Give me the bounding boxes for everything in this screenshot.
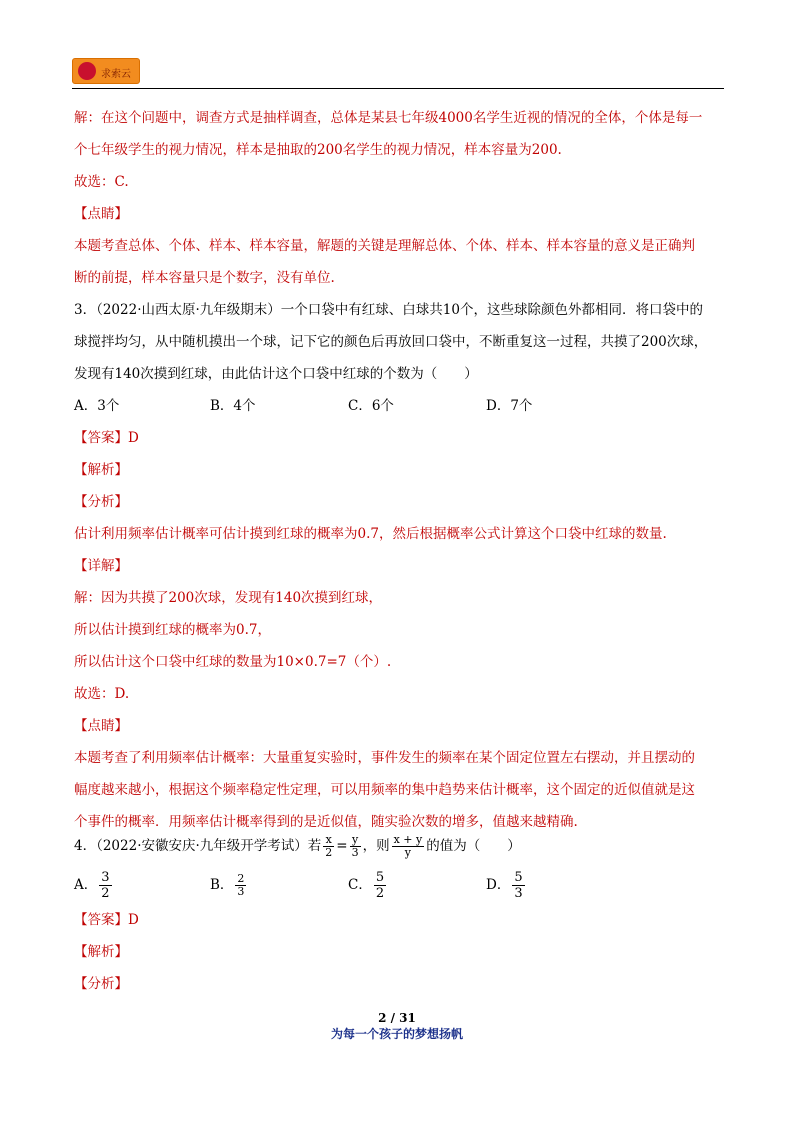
denominator: 2 xyxy=(101,886,110,901)
comment-text: 断的前提，样本容量只是个数字，没有单位. xyxy=(74,270,335,286)
fraction xyxy=(323,834,334,859)
solution-text: 个七年级学生的视力情况，样本是抽取的200名学生的视力情况，样本容量为200. xyxy=(74,142,562,158)
fraction xyxy=(512,870,524,901)
question-4-mid: ，则 xyxy=(362,838,390,854)
section-label: 【解析】 xyxy=(74,462,128,478)
option-c: C．6个 xyxy=(348,398,394,414)
footer-slogan: 为每一个孩子的梦想扬帆 xyxy=(330,1027,463,1041)
denominator: 2 xyxy=(325,846,333,859)
section-label: 【解析】 xyxy=(74,944,128,960)
question-4-prefix: 4．（2022·安徽安庆·九年级开学考试）若 xyxy=(74,838,322,854)
denominator: y xyxy=(404,846,412,859)
denominator: 3 xyxy=(237,885,245,898)
section-label: 【点睛】 xyxy=(74,206,128,222)
page-header xyxy=(72,56,724,90)
numerator: 2 xyxy=(237,872,245,885)
analysis-text: 估计利用频率估计概率可估计摸到红球的概率为0.7，然后根据概率公式计算这个口袋中红球的数量. xyxy=(74,526,667,542)
numerator: x xyxy=(323,834,334,847)
question-4-suffix: 的值为（ ） xyxy=(426,838,521,854)
fraction xyxy=(350,834,361,859)
option-label: A． xyxy=(74,877,98,893)
option-label: B． xyxy=(210,877,234,893)
fraction xyxy=(392,834,425,859)
numerator: x + y xyxy=(393,833,423,846)
numerator: 5 xyxy=(375,870,385,885)
question-3-text: 3．（2022·山西太原·九年级期末）一个口袋中有红球、白球共10个，这些球除颜色外都相同．将口袋中的 xyxy=(74,302,703,318)
comment-text: 个事件的概率．用频率估计概率得到的是近似值，随实验次数的增多，值越来越精确. xyxy=(74,814,578,830)
question-3-text: 球搅拌均匀，从中随机摸出一个球，记下它的颜色后再放回口袋中，不断重复这一过程，共摸了200次球， xyxy=(74,334,708,350)
comment-text: 幅度越来越小，根据这个频率稳定性定理，可以用频率的集中趋势来估计概率，这个固定的近似值就是这 xyxy=(74,782,695,798)
option-d: D．7个 xyxy=(486,398,533,414)
numerator: y xyxy=(350,834,361,847)
denominator: 2 xyxy=(375,886,385,901)
question-4-text xyxy=(74,832,521,860)
section-label: 【详解】 xyxy=(74,558,128,574)
option-b: B．4个 xyxy=(210,398,256,414)
denominator: 3 xyxy=(514,886,523,901)
solution-text: 所以估计这个口袋中红球的数量为10×0.7=7（个）. xyxy=(74,654,392,670)
fraction xyxy=(99,870,111,901)
answer-choice: 故选：D. xyxy=(74,686,130,702)
question-3-text: 发现有140次摸到红球，由此估计这个口袋中红球的个数为（ ） xyxy=(74,366,478,382)
section-label: 【点睛】 xyxy=(74,718,128,734)
logo-text: 求索云 xyxy=(101,69,131,80)
option-label: C． xyxy=(348,877,372,893)
answer-label: 【答案】D xyxy=(74,430,139,446)
fraction xyxy=(235,873,246,898)
option-label: D． xyxy=(486,877,511,893)
solution-text: 解：在这个问题中，调查方式是抽样调查，总体是某县七年级4000名学生近视的情况的全体，个体是每一 xyxy=(74,110,703,126)
option-a: A．3个 xyxy=(74,398,120,414)
equals-sign: = xyxy=(336,838,348,854)
section-label: 【分析】 xyxy=(74,494,128,510)
denominator: 3 xyxy=(351,846,359,859)
section-label: 【分析】 xyxy=(74,976,128,992)
comment-text: 本题考查了利用频率估计概率：大量重复实验时，事件发生的频率在某个固定位置左右摆动，并且摆动的 xyxy=(74,750,695,766)
option-b xyxy=(210,870,248,900)
answer-choice: 故选：C. xyxy=(74,174,129,190)
logo xyxy=(72,58,140,84)
option-a xyxy=(74,870,114,901)
option-c xyxy=(348,870,388,901)
comment-text: 本题考查总体、个体、样本、样本容量，解题的关键是理解总体、个体、样本、样本容量的意义是正确判 xyxy=(74,238,695,254)
numerator: 3 xyxy=(101,870,110,885)
flower-logo-icon xyxy=(78,62,96,80)
header-divider xyxy=(72,88,724,89)
option-d xyxy=(486,870,527,901)
answer-label: 【答案】D xyxy=(74,912,139,928)
fraction xyxy=(374,870,386,901)
page-number: 2 / 31 xyxy=(378,1011,416,1025)
numerator: 5 xyxy=(514,870,523,885)
solution-text: 所以估计摸到红球的概率为0.7， xyxy=(74,622,271,638)
solution-text: 解：因为共摸了200次球，发现有140次摸到红球， xyxy=(74,590,383,606)
